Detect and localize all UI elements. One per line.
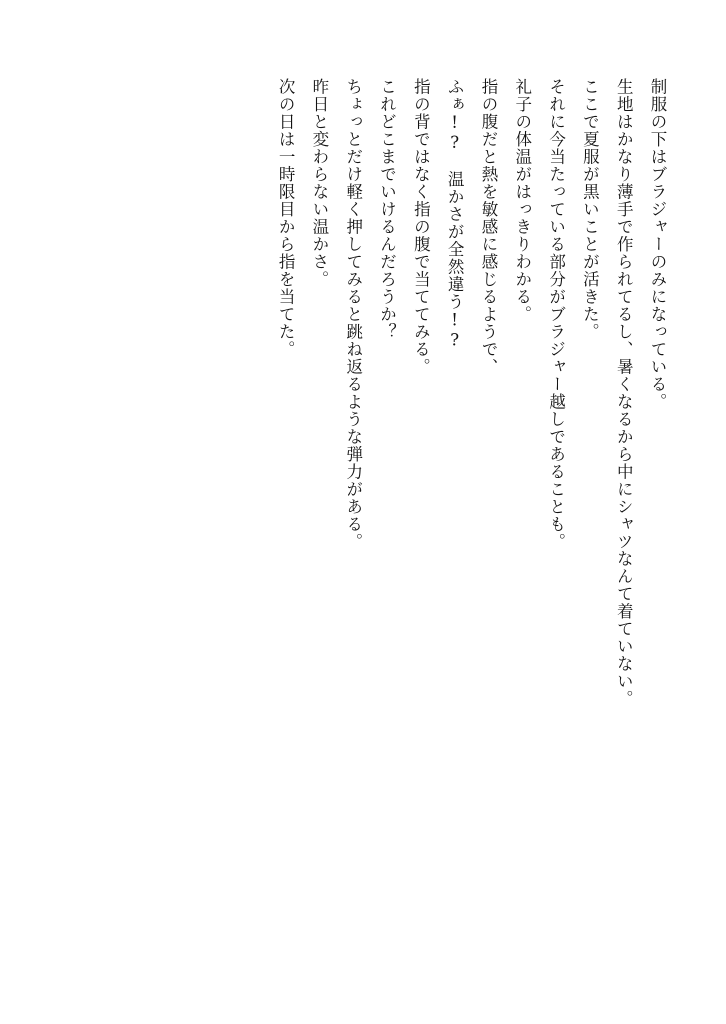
paragraph: ちょっとだけ軽く押してみると跳ね返るような弾力がある。 [343, 78, 363, 551]
paragraph: ふぁ!? 温かさが全然違う!? [445, 78, 465, 351]
paragraph: ここで夏服が黒いことが活きた。 [580, 78, 600, 341]
paragraph: 礼子の体温がはっきりわかる。 [512, 78, 532, 323]
paragraph: それに今当たっている部分がブラジャー越しであることも。 [546, 78, 566, 551]
paragraph: 制服の下はブラジャーのみになっている。 [648, 78, 667, 411]
paragraph: 次の日は一時限目から指を当てた。 [276, 78, 296, 358]
vertical-text-body [114, 78, 674, 958]
paragraph: これどこまでいけるんだろうか？ [377, 78, 397, 341]
paragraph: 生地はかなり薄手で作られてるし、暑くなるから中にシャツなんて着ていない。 [614, 78, 634, 708]
paragraph: 指の背ではなく指の腹で当ててみる。 [411, 78, 431, 376]
paragraph: 昨日と変わらない温かさ。 [309, 78, 329, 288]
paragraph: 指の腹だと熱を敏感に感じるようで、 [478, 78, 498, 376]
